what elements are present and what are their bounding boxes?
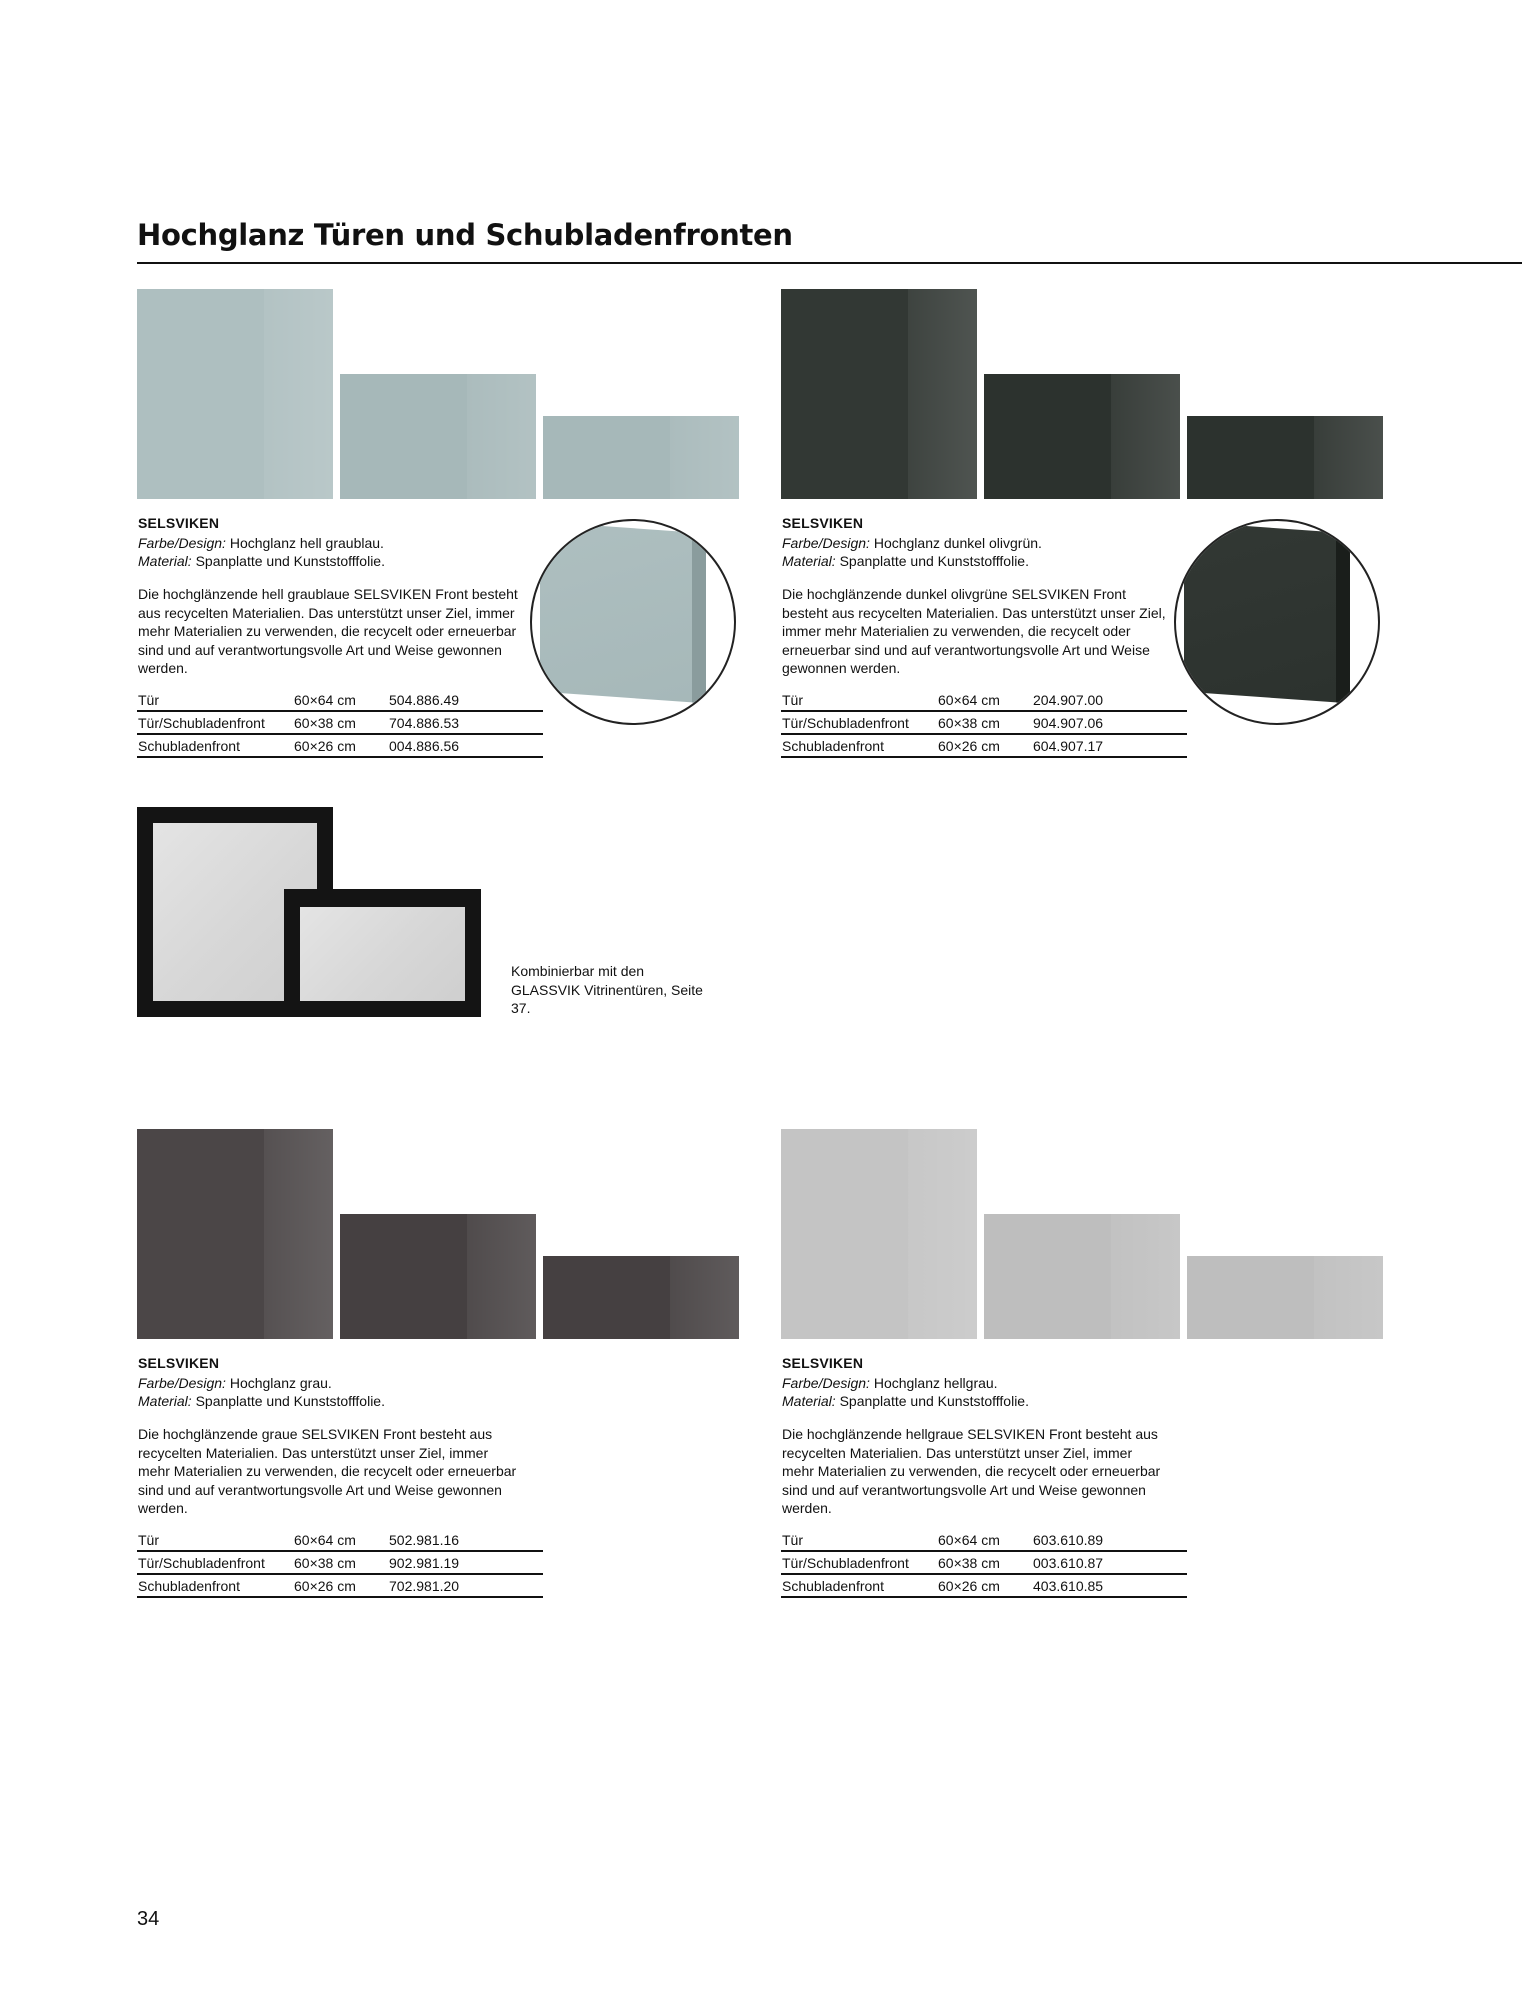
table-row: Schubladenfront 60×26 cm 702.981.20 xyxy=(137,1574,543,1597)
front-edge-detail xyxy=(540,522,692,703)
door-drawer-front-swatch xyxy=(984,374,1180,499)
product-description: Die hochglänzende hell graublaue SELSVIKEN Front besteht aus recycelten Materialien. Das unterstützt unser Ziel, immer mehr Materialien zu verwenden, die recycelt oder erneuerbar sind und auf verantwortungsvolle Art und Weise gewonnen werden. xyxy=(138,586,518,676)
door-drawer-front-swatch xyxy=(340,1214,536,1339)
page-title: Hochglanz Türen und Schubladenfronten xyxy=(137,218,793,252)
product-description: Die hochglänzende hellgraue SELSVIKEN Front besteht aus recycelten Materialien. Das unterstützt unser Ziel, immer mehr Materialien zu verwenden, die recycelt oder erneuerbar sind und auf verantwortungsvolle Art und Weise gewonnen werden. xyxy=(782,1426,1161,1516)
table-row: Schubladenfront 60×26 cm 004.886.56 xyxy=(137,734,543,757)
article-table xyxy=(781,1529,1187,1598)
table-row: Tür/Schubladenfront 60×38 cm 704.886.53 xyxy=(137,711,543,734)
color-design-line: Farbe/Design: Hochglanz dunkel olivgrün. xyxy=(782,535,1042,551)
drawer-front-swatch xyxy=(1187,1256,1383,1339)
table-row: Tür/Schubladenfront 60×38 cm 902.981.19 xyxy=(137,1551,543,1574)
product-dark-olive-green xyxy=(781,289,1401,819)
table-row: Schubladenfront 60×26 cm 403.610.85 xyxy=(781,1574,1187,1597)
material-line: Material: Spanplatte und Kunststofffolie. xyxy=(782,553,1029,569)
table-row: Tür/Schubladenfront 60×38 cm 904.907.06 xyxy=(781,711,1187,734)
drawer-front-swatch xyxy=(543,1256,739,1339)
product-grey xyxy=(137,1129,757,1659)
product-name: SELSVIKEN xyxy=(138,1355,220,1371)
door-swatch xyxy=(137,289,333,499)
table-row: Tür 60×64 cm 504.886.49 xyxy=(137,689,543,711)
product-light-grey xyxy=(781,1129,1401,1659)
product-description: Die hochglänzende graue SELSVIKEN Front besteht aus recycelten Materialien. Das unterstützt unser Ziel, immer mehr Materialien zu verwenden, die recycelt oder erneuerbar sind und auf verantwortungsvolle Art und Weise gewonnen werden. xyxy=(138,1426,517,1516)
drawer-front-swatch xyxy=(1187,416,1383,499)
material-line: Material: Spanplatte und Kunststofffolie. xyxy=(138,1393,385,1409)
material-line: Material: Spanplatte und Kunststofffolie. xyxy=(138,553,385,569)
detail-zoom-circle xyxy=(1174,519,1380,725)
article-table xyxy=(137,1529,543,1598)
product-name: SELSVIKEN xyxy=(138,515,220,531)
page-number: 34 xyxy=(137,1908,160,1930)
glassvik-combination-image xyxy=(137,807,481,1017)
table-row: Schubladenfront 60×26 cm 604.907.17 xyxy=(781,734,1187,757)
table-row: Tür 60×64 cm 502.981.16 xyxy=(137,1529,543,1551)
color-design-line: Farbe/Design: Hochglanz grau. xyxy=(138,1375,332,1391)
product-name: SELSVIKEN xyxy=(782,1355,864,1371)
door-swatch xyxy=(137,1129,333,1339)
door-drawer-front-swatch xyxy=(340,374,536,499)
color-design-line: Farbe/Design: Hochglanz hell graublau. xyxy=(138,535,384,551)
color-design-line: Farbe/Design: Hochglanz hellgrau. xyxy=(782,1375,998,1391)
material-line: Material: Spanplatte und Kunststofffolie. xyxy=(782,1393,1029,1409)
front-edge-side xyxy=(692,531,706,704)
front-edge-detail xyxy=(1184,522,1336,703)
glass-door-small xyxy=(284,889,481,1017)
title-divider xyxy=(137,262,1522,264)
drawer-front-swatch xyxy=(543,416,739,499)
combination-note: Kombinierbar mit den GLASSVIK Vitrinentüren, Seite 37. xyxy=(511,963,703,1016)
product-light-grey-blue xyxy=(137,289,757,819)
article-table xyxy=(137,689,543,758)
article-table xyxy=(781,689,1187,758)
detail-zoom-circle xyxy=(530,519,736,725)
table-row: Tür 60×64 cm 603.610.89 xyxy=(781,1529,1187,1551)
door-swatch xyxy=(781,289,977,499)
door-swatch xyxy=(781,1129,977,1339)
product-name: SELSVIKEN xyxy=(782,515,864,531)
door-drawer-front-swatch xyxy=(984,1214,1180,1339)
front-edge-side xyxy=(1336,531,1350,704)
table-row: Tür 60×64 cm 204.907.00 xyxy=(781,689,1187,711)
product-description: Die hochglänzende dunkel olivgrüne SELSVIKEN Front besteht aus recycelten Materialien. Das unterstützt unser Ziel, immer mehr Materialien zu verwenden, die recycelt oder erneuerbar sind und auf verantwortungsvolle Art und Weise gewonnen werden. xyxy=(782,586,1166,676)
table-row: Tür/Schubladenfront 60×38 cm 003.610.87 xyxy=(781,1551,1187,1574)
